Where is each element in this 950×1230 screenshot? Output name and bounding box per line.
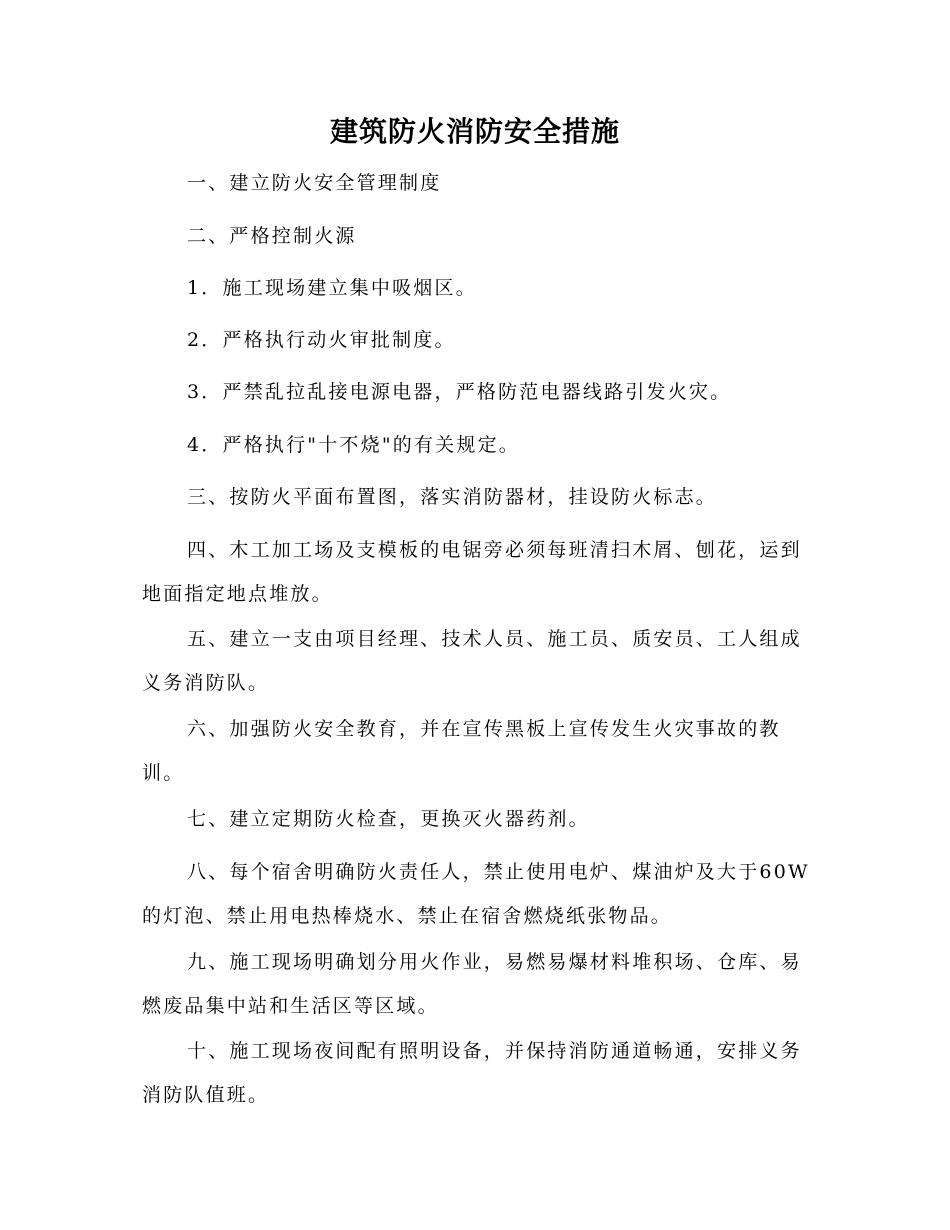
- paragraph-12: 八、每个宿舍明确防火责任人，禁止使用电炉、煤油炉及大于60W的灯泡、禁止用电热棒烧水、禁止在宿舍燃烧纸张物品。: [142, 861, 810, 927]
- paragraph-7: 三、按防火平面布置图，落实消防器材，挂设防火标志。: [187, 486, 718, 508]
- paragraph-3: 1．施工现场建立集中吸烟区。: [187, 277, 477, 299]
- paragraph-1: 一、建立防火安全管理制度: [187, 172, 442, 194]
- paragraph-2: 二、严格控制火源: [187, 225, 357, 247]
- paragraph-9: 五、建立一支由项目经理、技术人员、施工员、质安员、工人组成义务消防队。: [142, 628, 802, 694]
- paragraph-6: 4．严格执行"十不烧"的有关规定。: [187, 434, 520, 456]
- paragraph-13: 九、施工现场明确划分用火作业，易燃易爆材料堆积场、仓库、易燃废品集中站和生活区等区域。: [142, 951, 802, 1017]
- paragraph-4: 2．严格执行动火审批制度。: [187, 329, 456, 351]
- paragraph-11: 七、建立定期防火检查，更换灭火器药剂。: [187, 808, 590, 830]
- paragraph-10: 六、加强防火安全教育，并在宣传黑板上宣传发生火灾事故的教训。: [142, 718, 781, 784]
- document-title: 建筑防火消防安全措施: [329, 115, 620, 148]
- paragraph-8: 四、木工加工场及支模板的电锯旁必须每班清扫木屑、刨花，运到地面指定地点堆放。: [142, 539, 802, 605]
- paragraph-5: 3．严禁乱拉乱接电源电器，严格防范电器线路引发火灾。: [187, 381, 732, 403]
- paragraph-14: 十、施工现场夜间配有照明设备，并保持消防通道畅通，安排义务消防队值班。: [142, 1040, 802, 1106]
